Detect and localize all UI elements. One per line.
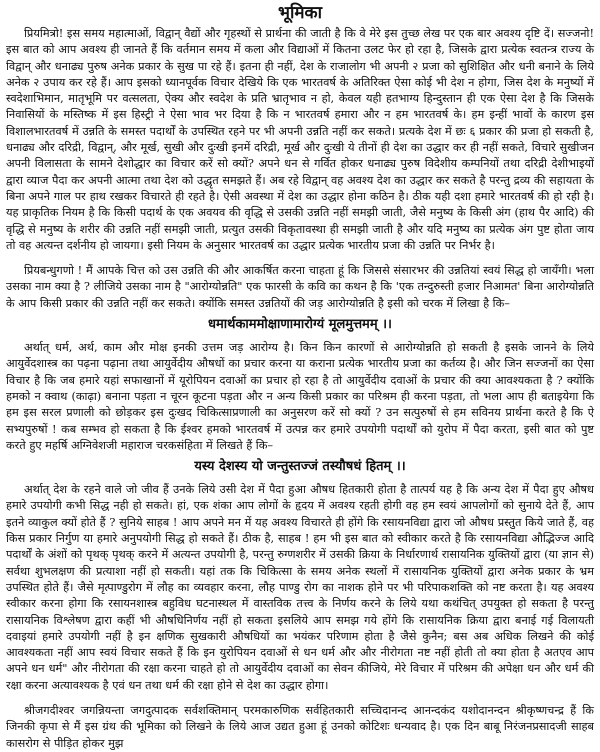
sanskrit-verse-desh: यस्य देशस्य यो जन्तुस्तज्जं तस्यौषधं हितम् ।।: [194, 459, 406, 475]
paragraph-arogyonnati: प्रियबन्धुगणो ! मैं आपके चित्त को उस उन्नति की और आकर्षित करना चाहता हूं कि जिससे संसारभर की उन्नतियां स्वयं सिद्ध हो जायँगी। भला उसका नाम क्या है ? लीजिये उसका नाम है "आरोग्योन्नति" एक फारसी के कवि का कथन है कि 'एक तन्दुरुस्ती हजार निआमत' बिना आरोग्योन्नति के आप किसी प्रकार की उन्नति नहीं कर सकते। क्योंकि समस्त उन्नतियों की जड़ आरोग्योन्नति है इसी को चरक में लिखा है कि–: [6, 264, 594, 310]
paragraph-ayurveda-duty: अर्थात् धर्म, अर्थ, काम और मोक्ष इनकी उत्तम जड़ आरोग्य है। किन किन कारणों से आरोग्योन्नति हो सकती है इसके जानने के लिये आयुर्वेदशास्त्र का पढ़ना पढ़ाना तथा आयुर्वेदीय औषधों का प्रचार करना या कराना प्रत्येक भारतीय प्रजा का कर्तव्य है। और जिन सज्जनों का ऐसा विचार है कि जब हमारे यहां सफाखानों में यूरोपियन दवाओं का प्रचार हो रहा है तो आयुर्वेदीय दवाओं के प्रचार की क्या आवश्यकता है ? क्योंकि हमको न क्वाथ (काढ़ा) बनाना पड़ता न चूरन कूटना पड़ता और न अन्य किसी प्रकार का परिश्रम ही करना पड़ता, तो भला आप ही बताइयेगा कि हम इस सरल प्रणाली को छोड़कर इस दुःखद चिकित्साप्रणाली का अनुसरण करें सो क्यों ? उन सत्पुरुषों से हम सविनय प्रार्थना करते है कि ऐ सभ्यपुरुषों ! कब सम्भव हो सकता है कि ईश्वर हमको भारतवर्ष में उत्पन्न कर हमारे उपयोगी पदार्थों को युरोप में पैदा करता, इसी बात को पुष्ट करते हुए महर्षि अग्निवेशजी महाराज चरकसंहिता में लिखते हैं कि–: [6, 341, 594, 452]
page-title: भूमिका: [278, 3, 322, 23]
sanskrit-verse-charak: धमार्थकाममोक्षाणामारोग्यं मूलमुत्तमम् ।।: [208, 317, 392, 333]
paragraph-intro: प्रियमित्रो! इस समय महात्माओं, विद्वान् वैद्यों और गृहस्थों से प्रार्थना की जाती है कि वे मेरे इस तुच्छ लेख पर एक बार अवश्य दृष्टि दें। सज्जनो! इस बात को आप अवश्य ही जानते हैं कि वर्तमान समय में कला और विद्याओं में कितना उलट फेर हो रहा है, जिसके द्वारा प्रत्येक स्वतन्त्र राज्य के विद्वान् और धनाढ्य पुरुष अनेक प्रकार के सुख पा रहे हैं। इतना ही नहीं, देश के राजालोग भी अपनी २ प्रजा को सुशिक्षित और धनी बनाने के लिये अनेक २ उपाय कर रहे हैं। आप इसको ध्यानपूर्वक विचार देखिये कि एक भारतवर्ष के अतिरिक्त ऐसा कोई भी देश न होगा, जिस देश के मनुष्यों में स्वदेशाभिमान, मातृभूमि पर वत्सलता, ऐक्य और स्वदेश के प्रति भ्रातृभाव न हो, केवल यही हतभाग्य हिन्दुस्तान ही एक ऐसा देश है कि जिसके निवासियों के मस्तिष्क में इस हिस्ट्री ने ऐसा भाव भर दिया है कि न भारतवर्ष हमारा और न हम भारतवर्ष के। हम इन्हीं भावों के कारण इस विशालभारतवर्ष में उन्नति के समस्त पदार्थों के उपस्थित रहने पर भी अपनी उन्नति नहीं कर सकते। प्रत्यके देश में छः ६ प्रकार की प्रजा हो सकती है, धनाढ्य और दरिद्री, विद्वान्, और मूर्ख, सुखी और दुःखी इनमें दरिद्री, मूर्ख और दुःखी ये तीनों ही देश का उद्धार कर ही नहीं सकते, विचारे सुखीजन अपनी विलासता के सामने देशोद्धार का विचार करें सो क्यों? अपने धन से गर्वित होकर धनाढ्य पुरुष विदेशीय कम्पनियों तथा दरिद्री देशीभाइयों द्वारा व्याज पैदा कर अपनी आत्मा तथा देश को उद्धृत समझते हैं। अब रहे विद्वान् वह अवश्य देश का उद्धार कर सकते है परन्तु द्रव्य की सहायता के बिना अपने गाल पर हाथ रखकर विचारते ही रहते है। ऐसी अवस्था में देश का उद्धार होना कठिन है। ठीक यही दशा हमारे भारतवर्ष की हो रही है। यह प्राकृतिक नियम है कि किसी पदार्थ के एक अवयव की वृद्धि से उसकी उन्नति नहीं समझी जाती, जैसे मनुष्य के किसी अंग (हाथ पैर आदि) की वृद्धि से मनुष्य के शरीर की उन्नति नहीं समझी जाती, प्रत्युत उसकी विकृतावस्था ही समझी जाती है और यदि मनुष्य का प्रत्येक अंग पुष्ट होता जाय तो वह अत्यन्त दर्शनीय हो जायगा। इसी नियम के अनुसार भारतवर्ष का उद्धार प्रत्येक भारतीय प्रजा की उन्नति पर निर्भर है।: [6, 27, 594, 252]
paragraph-rasayan: अर्थात् देश के रहने वाले जो जीव हैं उनके लिये उसी देश में पैदा हुआ औषध हितकारी होता है तात्पर्य यह है कि अन्य देश में पैदा हुए औषध हमारे उपयोगी कभी सिद्ध नही हो सकते। हां, एक शंका आप लोगों के हृदय में अवश्य रहती होगी वह हम स्वयं आपलोगों को सुनाये देते हैं, आप इतने व्याकुल क्यों होते हैं ? सुनिये साहब ! आप अपने मन में यह अवश्य विचारते ही होंगे कि रसायनविद्या द्वारा जो औषध प्रस्तुत किये जाते हैं, वह किस प्रकार निर्गुण या हमारे अनुपयोगी सिद्ध हो सकते हैं। ठीक है, साहब ! हम भी इस बात को स्वीकार करते है कि रसायनविद्या औद्भिज्ज आदि पदार्थों के अंशों को पृथक् पृथक् करने में अत्यन्त उपयोगी है, परन्तु रुग्णशरीर में उसकी क्रिया के निर्धारणार्थ रासायनिक युक्तियों द्वारा (या ज्ञान से) सर्वथा शुभलक्षण की प्रत्याशा नहीं हो सकती। यहां तक कि चिकित्सा के समय अनेक स्थलों में रासायनिक युक्तियों द्वारा अनेक प्रकार के भ्रम उपस्थित होते हैं। जैसे मृत्पाण्डुरोग में लौह का व्यवहार करना, लौह पाण्डु रोग का नाशक होने पर भी परिपाकशक्ति को नष्ट करता है। यह अवश्य स्वीकार करना होगा कि रसायनशास्त्र बहुविध घटनास्थल में वास्तविक तत्त्व के निर्णय करने के लिये यथा कथंचित् उपयुक्त हो सकता है परन्तु रासायनिक विश्लेषण द्वारा कहीं भी औषधिनिर्णय नहीं हो सकता इसलिये आप समझ गये होंगे कि रासायनिक क्रिया द्वारा बनाई गई विलायती दवाइयां हमारे उपयोगी नहीं है इन क्षणिक सुखकारी औषधियों का भयंकर परिणाम होता है जैसे कुनैन; बस अब अधिक लिखने की कोई आवश्यकता नहीं आप स्वयं विचार सकते हैं कि इन युरोपियन दवाओं से धन धर्म और और नीरोगता नष्ट नहीं होती तो क्या होता है अतएव आप अपने धन धर्म" और नीरोगता की रक्षा करना चाहते हो तो आयुर्वेदीय दवाओं का सेवन कीजिये, मेरे विचार में परिश्रम की अपेक्षा धन और धर्म की रक्षा करना अत्यावश्यक है एवं धन तथा धर्म की रक्षा होने से देश का उद्धार होगा।: [6, 483, 595, 692]
paragraph-dedication: श्रीजगदीश्वर जगन्नियन्ता जगदुत्पादक सर्वशक्तिमान् परमकारुणिक सर्वहितकारी सच्चिदानन्द आनन्दकंद यशोदानन्दन श्रीकृष्णचन्द्र हैं कि जिनकी कृपा से मैं इस ग्रंथ की भूमिका को लिखने के लिये आज उद्यत हुआ हूं उनको कोटिशः धन्यवाद है। एक दिन बाबू निरंजनप्रसादजी साहब कासरोग से पीड़ित होकर मुझ: [6, 703, 594, 750]
